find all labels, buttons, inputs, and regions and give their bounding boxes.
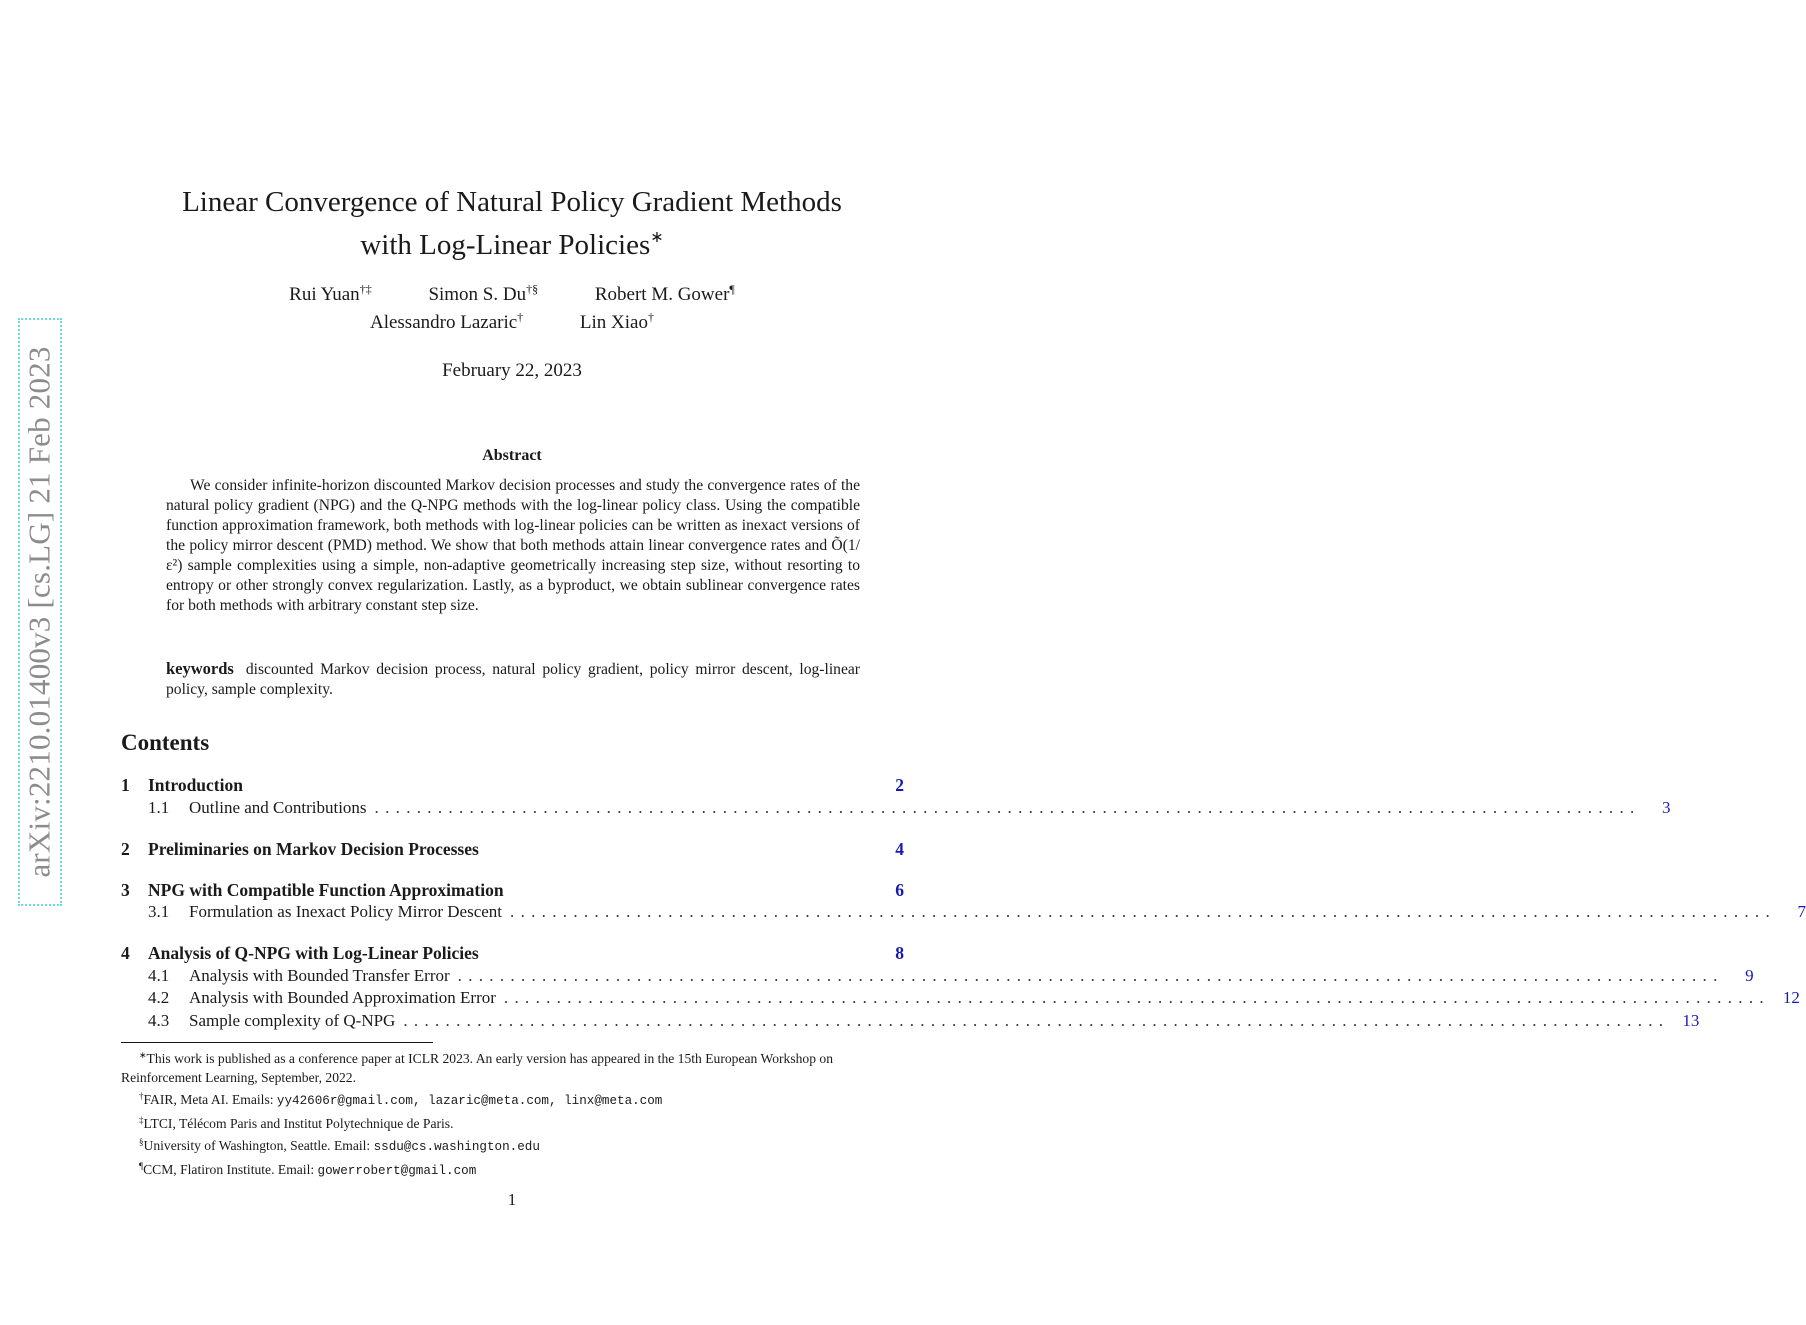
footnote: ‡LTCI, Télécom Paris and Institut Polytechnique de Paris. [139,1114,454,1131]
toc-entry[interactable] [121,988,1800,1011]
footnote: ∗This work is published as a conference paper at ICLR 2023. An early version has appeared in the 15th European Workshop on Reinforcement Learning, September, 2022. [121,1050,834,1085]
toc-number: 3 [121,879,130,900]
footnote-divider [121,1042,433,1043]
toc-leader-dots: ........................................................................................................................ [403,1010,1670,1030]
abstract-heading: Abstract [482,447,542,464]
toc-leader-dots: ........................................................................................................................ [457,965,1724,985]
title-line-1: Linear Convergence of Natural Policy Gradient Methods [182,186,842,218]
author-row-2 [0,310,1024,334]
footnote: ¶CCM, Flatiron Institute. Email: gowerrobert@gmail.com [139,1160,477,1178]
publication-date: February 22, 2023 [442,360,582,381]
toc-page-link[interactable]: 12 [1782,988,1800,1007]
author: Rui Yuan†‡ [289,282,372,305]
author: Lin Xiao† [579,310,654,333]
toc-entry[interactable] [121,902,1806,925]
toc-page-link[interactable]: 6 [895,879,904,900]
author: Robert M. Gower¶ [594,282,735,305]
footnotes [121,1046,904,1180]
toc-entry[interactable] [121,797,1671,821]
author: Alessandro Lazaric† [369,310,524,333]
footnote: §University of Washington, Seattle. Email: ssdu@cs.washington.edu [139,1137,540,1154]
arxiv-stamp [18,318,62,906]
toc-entry[interactable] [121,775,904,798]
footnote-email[interactable]: yy42606r@gmail.com, lazaric@meta.com, linx@meta.com [276,1094,663,1108]
footnote-email[interactable]: gowerrobert@gmail.com [317,1163,477,1178]
toc-title[interactable]: Formulation as Inexact Policy Mirror Descent [189,902,503,921]
table-of-contents [121,775,1806,1033]
toc-entry[interactable] [121,943,904,966]
toc-number: 4.2 [148,988,170,1007]
toc-page-link[interactable]: 8 [895,943,904,963]
toc-page-link[interactable]: 2 [895,775,904,795]
author-row-1 [0,282,1024,306]
arxiv-id: arXiv:2210.01400v3 [cs.LG] 21 Feb 2023 [22,346,57,878]
toc-page-link[interactable]: 7 [1797,902,1806,921]
footnote: †FAIR, Meta AI. Emails: yy42606r@gmail.com, lazaric@meta.com, linx@meta.com [139,1091,663,1108]
toc-page-link[interactable]: 9 [1745,965,1754,985]
toc-leader-dots: ........................................................................................................................ [503,988,1770,1007]
toc-number: 4.1 [148,965,170,985]
toc-title[interactable]: Analysis of Q-NPG with Log-Linear Policies [148,943,479,963]
toc-title[interactable]: Introduction [148,775,243,795]
paper-title [0,184,1024,263]
toc-number: 3.1 [148,902,170,921]
toc-page-link[interactable]: 13 [1682,1010,1700,1030]
footnote-email[interactable]: ssdu@cs.washington.edu [373,1140,540,1154]
keywords-label: keywords [166,659,234,678]
author: Simon S. Du†§ [428,282,539,305]
toc-entry[interactable] [121,965,1754,989]
abstract-text: We consider infinite-horizon discounted Markov decision processes and study the convergence rates of the natural policy gradient (NPG) and the Q-NPG methods with the log-linear policy class. Using the compatible function approximation framework, both methods with log-linear policies can be written as inexact versions of the policy mirror descent (PMD) method. We show that both methods attain linear convergence rates and Õ(1/ε²) sample complexities using a simple, non-adaptive geometrically increasing step size, without resorting to entropy or other strongly convex regularization. Lastly, as a byproduct, we obtain sublinear convergence rates for both methods with arbitrary constant step size. [166,477,860,614]
toc-leader-dots: ........................................................................................................................ [374,797,1641,817]
keywords [166,659,860,700]
toc-title[interactable]: Sample complexity of Q-NPG [189,1010,396,1030]
toc-title[interactable]: Analysis with Bounded Approximation Error [189,988,496,1007]
toc-entry[interactable] [121,880,904,903]
toc-number: 1.1 [148,797,170,817]
toc-leader-dots: ........................................................................................................................ [510,902,1777,921]
keywords-text: discounted Markov decision process, natural policy gradient, policy mirror descent, log-linear policy, sample complexity. [166,661,860,698]
toc-page-link[interactable]: 3 [1662,797,1671,817]
toc-title[interactable]: Preliminaries on Markov Decision Processes [148,838,479,859]
title-line-2: with Log-Linear Policies∗ [360,229,664,261]
page-number: 1 [507,1190,517,1209]
toc-number: 4.3 [148,1010,170,1030]
toc-number: 2 [121,838,130,859]
toc-title[interactable]: Outline and Contributions [189,797,367,817]
toc-number: 1 [121,775,130,795]
toc-entry[interactable] [121,839,904,862]
toc-entry[interactable] [121,1010,1700,1034]
contents-heading: Contents [121,730,210,755]
toc-number: 4 [121,943,130,963]
toc-title[interactable]: NPG with Compatible Function Approximation [148,879,504,900]
toc-title[interactable]: Analysis with Bounded Transfer Error [189,965,450,985]
toc-page-link[interactable]: 4 [895,838,904,859]
